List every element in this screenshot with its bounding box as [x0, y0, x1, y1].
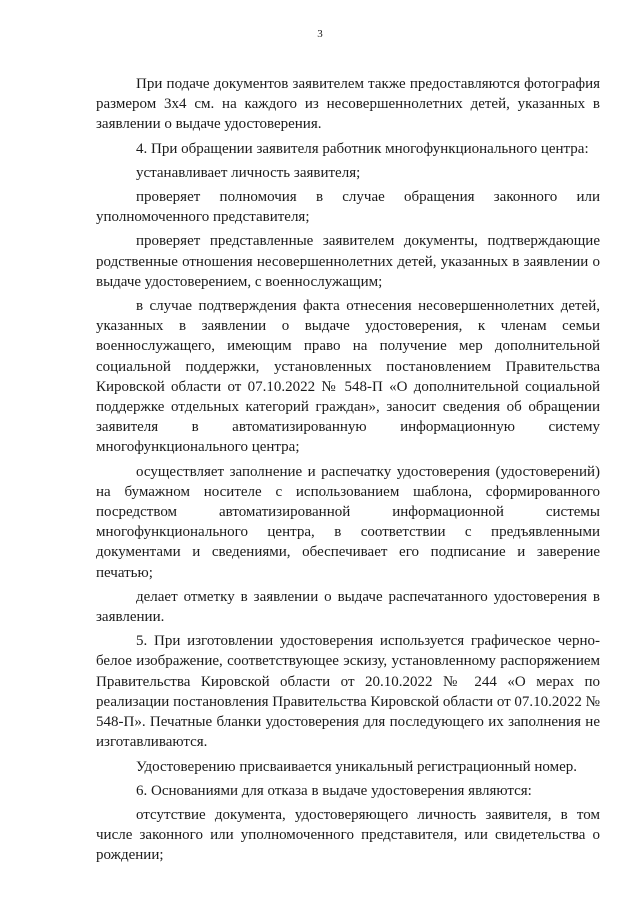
paragraph-registration-number: Удостоверению присваивается уникальный регистрационный номер.	[136, 758, 577, 775]
document-body	[96, 74, 600, 870]
page-number: 3	[317, 28, 323, 40]
paragraph-confirmation-entry: в случае подтверждения факта отнесения несовершеннолетних детей, указанных в заявлении о выдаче удостоверения, к членам семьи военнослужащего, имеющим право на получение мер дополнительной социальной поддержки, установленных постановлением Правительства Кировской области от 07.10.2022 № 548-П «О дополнительной социальной поддержке отдельных категорий граждан», заносит сведения об обращении заявителя в автоматизированную информационную систему многофункционального центра;	[96, 298, 600, 456]
paragraph-documents-check: проверяет представленные заявителем документы, подтверждающие родственные отношения несовершеннолетних детей, указанных в заявлении о выдаче удостоверением, с военнослужащим;	[96, 233, 600, 290]
paragraph-mark-in-application: делает отметку в заявлении о выдаче распечатанного удостоверения в заявлении.	[96, 588, 600, 626]
paragraph-printing: осуществляет заполнение и распечатку удостоверения (удостоверений) на бумажном носителе с использованием шаблона, сформированного посредством автоматизированной информационной системы многофункционального центра, в соответствии с предъявленными документами и сведениями, обеспечивает его подписание и заверение печатью;	[96, 463, 600, 581]
paragraph-section-6-heading: 6. Основаниями для отказа в выдаче удостоверения являются:	[136, 782, 532, 799]
paragraph-authority-check: проверяет полномочия в случае обращения законного или уполномоченного представителя;	[96, 189, 600, 226]
paragraph-section-4-heading: 4. При обращении заявителя работник многофункционального центра:	[136, 140, 589, 157]
paragraph-refusal-reason-1: отсутствие документа, удостоверяющего личность заявителя, в том числе законного или уполномоченного представителя, или свидетельства о рождении;	[96, 806, 600, 864]
paragraph-photo-requirement: При подаче документов заявителем также предоставляются фотография размером 3х4 см. на каждого из несовершеннолетних детей, указанных в заявлении о выдаче удостоверения.	[96, 76, 600, 133]
paragraph-identity-check: устанавливает личность заявителя;	[136, 164, 361, 181]
paragraph-section-5: 5. При изготовлении удостоверения используется графическое черно-белое изображение, соответствующее эскизу, установленному распоряжением Правительства Кировской области от 20.10.2022 № 244 «О мерах по реализации постановления Правительства Кировской области от 07.10.2022 № 548-П». Печатные бланки удостоверения для последующего их заполнения не изготавливаются.	[96, 633, 600, 751]
